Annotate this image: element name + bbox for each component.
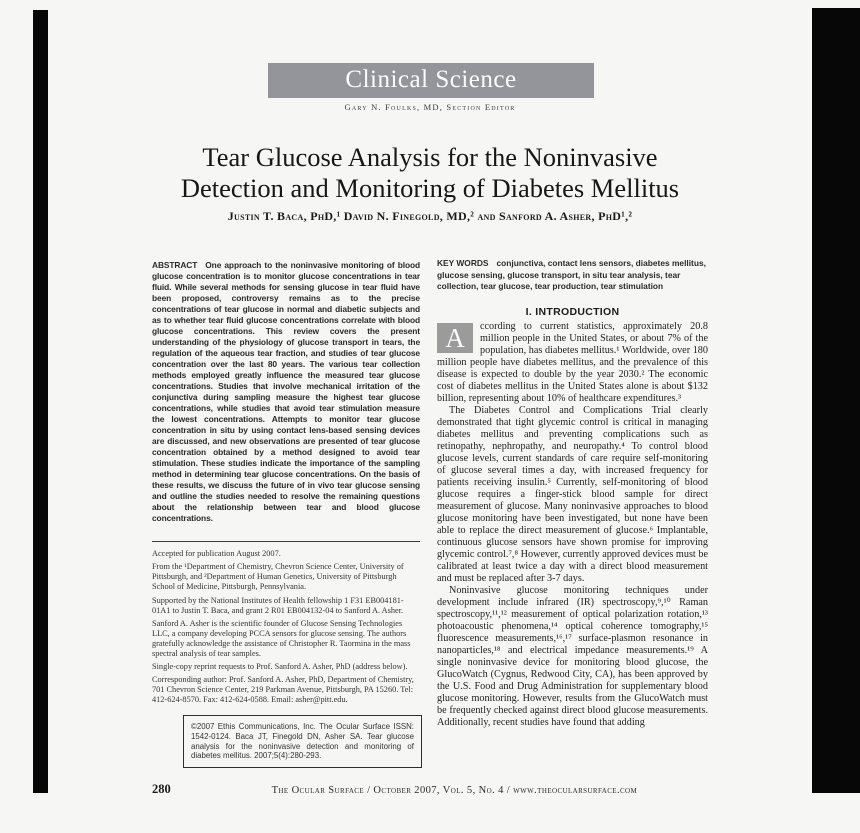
dropcap-letter: A [437,323,473,353]
introduction-paragraph-2: The Diabetes Control and Complications Trial clearly demonstrated that tight glycemic control is critical in managing diabetes mellitus and preventing complications such as retinopathy, nephropathy, and neuropathy.⁴ To control blood glucose levels, current standards of care require self-monitoring of glucose several times a day, with increased frequency for patients receiving insulin.⁵ Currently, self-monitoring of blood glucose requires a finger-stick blood sample for direct measurement of glucose. Many noninvasive approaches to blood glucose monitoring have been investigated, but none have been able to replace the direct measurement of glucose.⁶ Implantable, continuous glucose sensors have shown promise for improving glycemic control.⁷,⁸ However, currently approved devices must be calibrated at least twice a day with a direct blood measurement and must be replaced after 3-7 days. [437,404,708,584]
footnote-divider-rule [152,541,420,542]
introduction-paragraph-1-text: ccording to current statistics, approximately 20.8 million people in the United States, or about 7% of the population, has diabetes mellitus.¹ Worldwide, over 180 million people have diabetes mellitus, and the prevalence of this disease is expected to double by the year 2030.² The economic cost of diabetes mellitus in the United States alone is about $132 billion, representing about 10% of healthcare expenditures.³ [437,320,708,404]
page-footer [152,782,708,797]
keywords-label: KEY WORDS [437,258,489,268]
copyright-citation-box: ©2007 Ethis Communications, Inc. The Ocular Surface ISSN: 1542-0124. Baca JT, Finegold DN, Asher SA. Tear glucose analysis for the noninvasive detection and monitoring of diabetes mellitus. 2007;5(4):280-293. [183,715,422,768]
footnote-funding: Supported by the National Institutes of Health fellowship 1 F31 EB004181-01A1 to Justin T. Baca, and grant 2 R01 EB004132-04 to Sanford A. Asher. [152,595,404,615]
keywords-text: conjunctiva, contact lens sensors, diabetes mellitus, glucose sensing, glucose transport, in situ tear analysis, tear collection, tear glucose, tear production, tear stimulation [437,258,706,291]
left-column [152,260,420,768]
introduction-paragraph-3: Noninvasive glucose monitoring techniques under development include infrared (IR) spectroscopy,⁹,¹⁰ Raman spectroscopy,¹¹,¹² measurement of optical polarization rotation,¹³ photoacoustic phenomena,¹⁴ optical coherence tomography,¹⁵ fluorescence measurements,¹⁶,¹⁷ surface-plasmon resonance in nanoparticles,¹⁸ and electrical impedance measurements.¹⁹ A single noninvasive device for monitoring blood glucose, the GlucoWatch (Cygnus, Redwood City, CA), has been approved by the U.S. Food and Drug Administration for supplementary blood glucose monitoring. However, results from the GlucoWatch must be frequently checked against direct blood glucose measurements. Additionally, recent studies have found that adding [437,584,708,728]
section-editor-line: Gary N. Foulks, MD, Section Editor [344,102,516,112]
abstract-paragraph [152,260,420,524]
introduction-paragraph-1 [437,321,708,405]
right-column [437,258,708,729]
section-banner [268,63,594,98]
article-title [110,142,750,204]
scan-edge-bar-right [812,8,860,793]
page-number: 280 [152,782,171,796]
footnote-reprints: Single-copy reprint requests to Prof. Sanford A. Asher, PhD (address below). [152,662,408,672]
article-title-line1: Tear Glucose Analysis for the Noninvasive [202,142,658,172]
journal-footer-line: The Ocular Surface / October 2007, Vol. 5, No. 4 / www.theocularsurface.com [271,785,638,796]
introduction-heading: I. INTRODUCTION [525,305,620,318]
keywords-paragraph [437,258,708,293]
author-byline: Justin T. Baca, PhD,¹ David N. Finegold, MD,² and Sanford A. Asher, PhD¹,² [227,209,633,223]
footnote-accepted: Accepted for publication August 2007. [152,549,281,558]
abstract-text: One approach to the noninvasive monitoring of blood glucose concentration is to monitor glucose concentrations in tear fluid. While several methods for sensing glucose in tear fluid have been proposed, controversy remains as to the precise concentrations of tear glucose in normal and diabetic subjects and as to whether tear fluid glucose concentrations correlate with blood glucose concentrations. This review covers the present understanding of the physiology of glucose transport in tears, the regulation of the aqueous tear fraction, and studies of tear glucose concentration over the last 80 years. The various tear collection methods employed greatly influence the measured tear glucose concentrations. Studies that involve mechanical irritation of the conjunctiva during sampling measure the highest tear glucose concentrations, while studies that avoid tear stimulation measure the lowest concentrations. Attempts to monitor tear glucose concentration in situ by using contact lens-based sensing devices are discussed, and new observations are presented of tear glucose concentration obtained by a method designed to avoid tear stimulation. These studies indicate the importance of the sampling method in determining tear glucose concentrations. On the basis of these results, we discuss the future of in vivo tear glucose sensing and outline the studies needed to resolve the remaining questions about the relationship between tear and blood glucose concentrations. [152,260,420,523]
scan-edge-bar-left [33,10,48,793]
footnote-disclosure: Sanford A. Asher is the scientific founder of Glucose Sensing Technologies LLC, a company developing PCCA sensors for glucose sensing. The authors gratefully acknowledge the assistance of Christopher R. Taormina in the mass spectral analysis of tear samples. [152,618,411,658]
section-banner-title: Clinical Science [345,66,517,93]
footnote-affiliations: From the ¹Department of Chemistry, Chevron Science Center, University of Pittsburgh, and ²Department of Human Genetics, University of Pittsburgh School of Medicine, Pittsburgh, Pennsylvania. [152,562,404,592]
article-title-line2: Detection and Monitoring of Diabetes Mellitus [180,173,680,203]
footnote-corresponding-author: Corresponding author: Prof. Sanford A. Asher, PhD, Department of Chemistry, 701 Chevron Science Center, 219 Parkman Avenue, Pittsburgh, PA 15260. Tel: 412-624-8570. Fax: 412-624-0588. Email: asher@pitt.edu. [152,675,414,705]
abstract-label: ABSTRACT [152,260,198,270]
